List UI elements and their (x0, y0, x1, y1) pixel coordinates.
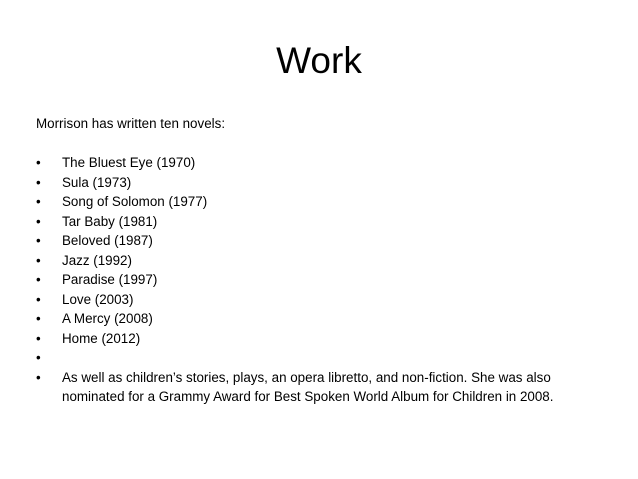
list-item-text: Paradise (1997) (62, 272, 158, 287)
list-item (36, 309, 606, 329)
list-item (36, 173, 606, 193)
list-item-text: Song of Solomon (1977) (62, 194, 208, 209)
list-item (36, 290, 606, 310)
list-item (36, 251, 606, 271)
list-item (36, 212, 606, 232)
list-item-text: As well as children’s stories, plays, an opera libretto, and non-fiction. She was also nominated for a Grammy Award for Best Spoken World Album for Children in 2008. (62, 369, 554, 404)
list-item-empty (36, 348, 606, 368)
list-item-text: Tar Baby (1981) (62, 213, 158, 229)
list-item (36, 153, 606, 173)
list-item-text: Jazz (1992) (62, 252, 132, 268)
bullet-icon: • (36, 272, 41, 287)
list-item-text: Home (2012) (62, 330, 141, 346)
list-item-text: Beloved (1987) (62, 233, 153, 248)
bullet-icon: • (36, 252, 41, 268)
list-item (36, 270, 606, 290)
bullet-icon: • (36, 213, 41, 229)
bullet-icon: • (36, 350, 41, 365)
list-item-note (36, 368, 606, 407)
list-item (36, 329, 606, 349)
bullet-icon: • (36, 291, 41, 307)
novel-list (36, 153, 606, 407)
list-item-text: The Bluest Eye (1970) (62, 155, 196, 170)
bullet-icon: • (36, 369, 41, 385)
bullet-icon: • (36, 155, 41, 170)
bullet-icon: • (36, 194, 41, 209)
list-item (36, 192, 606, 212)
bullet-icon: • (36, 311, 41, 326)
bullet-icon: • (36, 233, 41, 248)
bullet-icon: • (36, 174, 41, 190)
slide-body (36, 114, 606, 407)
list-item-text: Love (2003) (62, 291, 134, 307)
list-item-text: Sula (1973) (62, 174, 132, 190)
slide-title: Work (276, 40, 362, 81)
list-item-text: A Mercy (2008) (62, 311, 153, 326)
list-item (36, 231, 606, 251)
bullet-icon: • (36, 330, 41, 346)
intro-text: Morrison has written ten novels: (36, 116, 226, 131)
